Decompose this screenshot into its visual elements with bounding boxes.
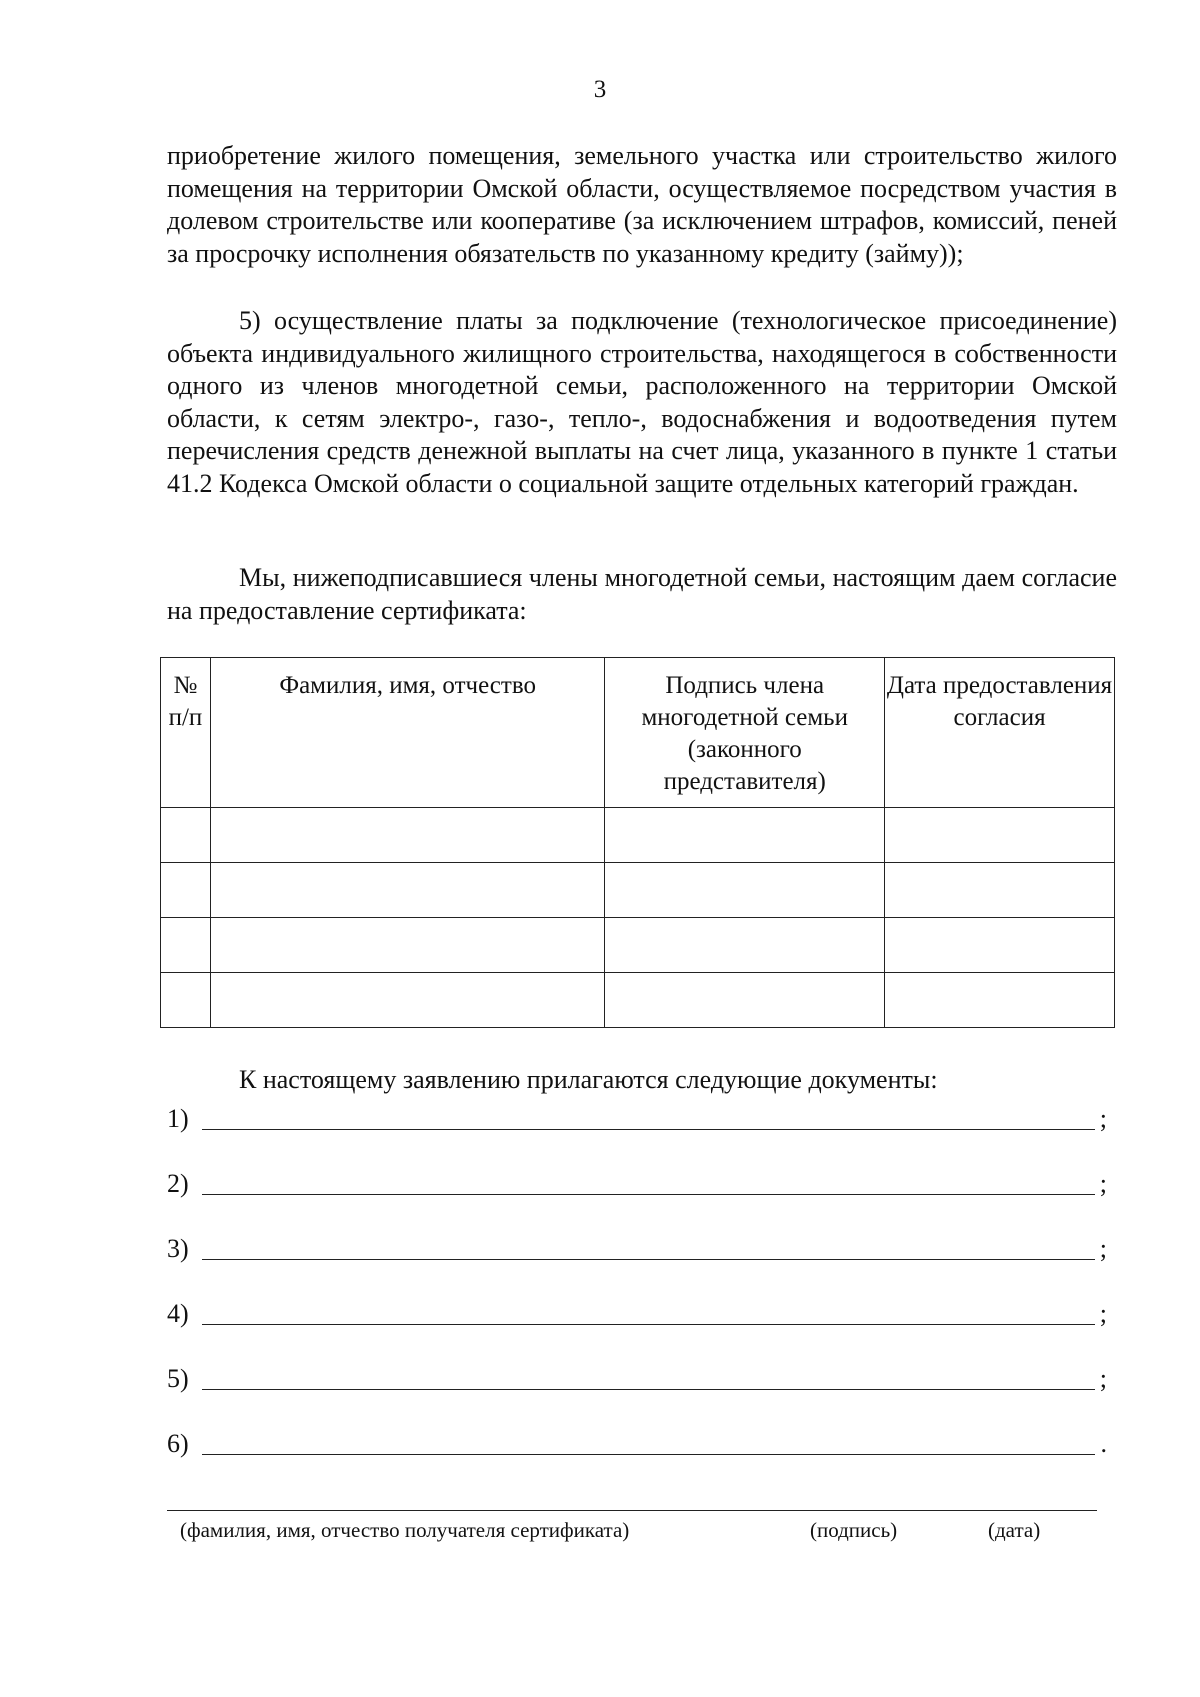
paragraph-consent: Мы, нижеподписавшиеся члены многодетной семьи, настоящим даем согласие на предоставление сертификата: [167, 563, 1117, 625]
cell-number[interactable] [161, 918, 211, 973]
signature-sign-label: (подпись) [810, 1518, 898, 1542]
document-line-6[interactable] [167, 1421, 1107, 1461]
document-field[interactable] [202, 1324, 1095, 1325]
cell-signature[interactable] [605, 918, 885, 973]
cell-consent-date[interactable] [885, 808, 1115, 863]
table-row [161, 973, 1115, 1028]
document-line-4[interactable] [167, 1291, 1107, 1331]
document-line-end: ; [1099, 1234, 1107, 1263]
table-row [161, 863, 1115, 918]
document-field[interactable] [202, 1194, 1095, 1195]
cell-full-name[interactable] [210, 973, 604, 1028]
header-consent-date: Дата предоставления согласия [885, 658, 1115, 808]
document-number: 4) [167, 1299, 189, 1328]
cell-consent-date[interactable] [885, 973, 1115, 1028]
document-field[interactable] [202, 1259, 1095, 1260]
signature-date-label: (дата) [988, 1518, 1041, 1542]
paragraph-continued-item: приобретение жилого помещения, земельного участка или строительство жилого помещения на территории Омской области, осуществляемое посредством участия в долевом строительстве или кооперативе (за исключением штрафов, комиссий, пеней за просрочку исполнения обязательств по указанному кредиту (займу)); [167, 141, 1117, 268]
document-number: 3) [167, 1234, 189, 1263]
document-line-end: . [1100, 1429, 1107, 1458]
cell-consent-date[interactable] [885, 863, 1115, 918]
signature-name-label: (фамилия, имя, отчество получателя сертификата) [180, 1518, 630, 1542]
document-line-5[interactable] [167, 1356, 1107, 1396]
document-field[interactable] [202, 1389, 1095, 1390]
cell-full-name[interactable] [210, 918, 604, 973]
document-number: 2) [167, 1169, 189, 1198]
signature-line[interactable] [167, 1510, 1097, 1511]
document-line-1[interactable] [167, 1096, 1107, 1136]
documents-intro: К настоящему заявлению прилагаются следующие документы: [239, 1065, 938, 1094]
document-field[interactable] [202, 1129, 1095, 1130]
table-header-row [161, 658, 1115, 808]
document-number: 6) [167, 1429, 189, 1458]
cell-consent-date[interactable] [885, 918, 1115, 973]
cell-number[interactable] [161, 808, 211, 863]
document-line-3[interactable] [167, 1226, 1107, 1266]
cell-number[interactable] [161, 863, 211, 918]
page-number: 3 [593, 76, 607, 103]
document-line-end: ; [1099, 1169, 1107, 1198]
header-number: № п/п [161, 658, 211, 808]
cell-signature[interactable] [605, 863, 885, 918]
cell-number[interactable] [161, 973, 211, 1028]
header-signature: Подпись члена многодетной семьи (законного представителя) [605, 658, 885, 808]
document-field[interactable] [202, 1454, 1095, 1455]
cell-signature[interactable] [605, 808, 885, 863]
document-number: 5) [167, 1364, 189, 1393]
consent-table [160, 657, 1115, 1028]
document-line-2[interactable] [167, 1161, 1107, 1201]
cell-full-name[interactable] [210, 808, 604, 863]
document-number: 1) [167, 1104, 189, 1133]
table-row [161, 918, 1115, 973]
paragraph-item-5: 5) осуществление платы за подключение (технологическое присоединение) объекта индивидуального жилищного строительства, находящегося в собственности одного из членов многодетной семьи, расположенного на территории Омской области, к сетям электро-, газо-, тепло-, водоснабжения и водоотведения путем перечисления средств денежной выплаты на счет лица, указанного в пункте 1 статьи 41.2 Кодекса Омской области о социальной защите отдельных категорий граждан. [167, 306, 1117, 498]
document-line-end: ; [1099, 1364, 1107, 1393]
document-line-end: ; [1099, 1299, 1107, 1328]
header-full-name: Фамилия, имя, отчество [210, 658, 604, 808]
document-line-end: ; [1099, 1104, 1107, 1133]
cell-full-name[interactable] [210, 863, 604, 918]
cell-signature[interactable] [605, 973, 885, 1028]
table-row [161, 808, 1115, 863]
